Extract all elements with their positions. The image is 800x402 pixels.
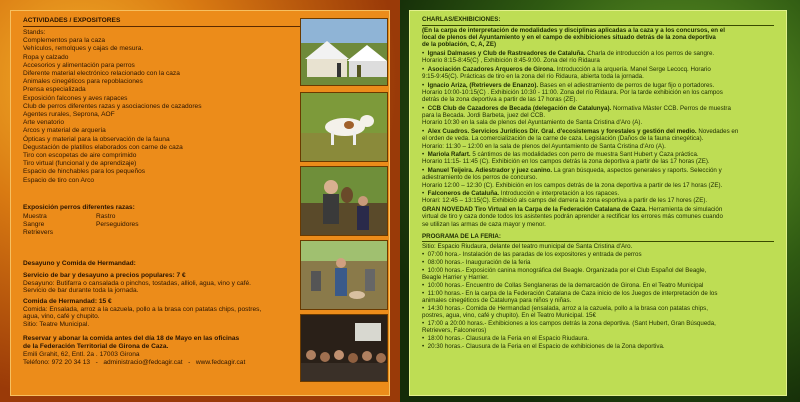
bullet-icon: •	[422, 50, 425, 58]
talk-speaker: Ignasi Dalmases y Club de Rastreadores de Cataluña.	[427, 50, 586, 58]
talk-detail-line: el orden de veda. La comercialización de la carne de caza. Legislación (Daños de la fauna cinegética).	[422, 135, 704, 143]
exhibitor-item: Arcos y material de arquería	[23, 127, 106, 135]
talk-topic: Charla de introducción a los perros de sangre.	[585, 50, 715, 58]
talk-speaker: Mariola Rafart.	[427, 151, 471, 159]
stands-label: Stands:	[23, 29, 46, 36]
bullet-icon: •	[422, 128, 425, 136]
program-item	[422, 282, 703, 289]
novelty-detail-line: se utilizan las armas de caza mayor y menor.	[422, 220, 546, 228]
exhibitor-item: Tiro virtual (funcional y de aprendizaje)	[23, 160, 137, 168]
program-item-text: Beagle Harrier y Harrier.	[422, 273, 489, 281]
talk-item	[422, 151, 699, 158]
office-address: Emili Grahit, 62, Entl. 2a . 17003 Girona	[23, 351, 140, 358]
exhibitor-item: Prensa especializada	[23, 86, 86, 94]
activities-title-divider	[23, 26, 303, 27]
exhibitor-item: Ropa y calzado	[23, 53, 69, 61]
talk-topic: La gran búsqueda, aspectos generales y raports. Selección y	[552, 167, 722, 175]
novelty-detail-line: virtual de tiro y caza donde todos los asistentes podrán aprender a rectificar los errores más comunes cuando	[422, 213, 723, 221]
talks-title: CHARLAS/EXHIBICIONES:	[422, 16, 501, 23]
exhibitor-item: Arte venatorio	[23, 119, 65, 127]
bullet-icon: •	[422, 151, 425, 159]
exhibitor-item: Animales cinegéticos para repoblaciones	[23, 78, 143, 86]
breakfast-line: Servicio de bar durante toda la jornada.	[23, 287, 139, 295]
bullet-icon: •	[422, 320, 425, 328]
breakfast-title: Servicio de bar y desayuno a precios populares: 7 €	[23, 272, 186, 279]
talk-speaker: Alex Cuadros. Servicios Jurídicos Dir. Gral. d'ecosistemas y forestales y gestión del medio.	[427, 128, 697, 136]
talk-speaker: Manuel Teijeira. Adiestrador y juez canino.	[427, 167, 553, 175]
food-title: Desayuno y Comida de Hermandad:	[23, 260, 136, 267]
website-link[interactable]: www.fedcagir.cat	[195, 359, 246, 366]
bullet-icon: •	[422, 266, 425, 274]
talk-detail-line: 9:15-9:45(C). Prácticas de tiro en la zona del río Ridaura, abierta toda la jornada.	[422, 73, 644, 81]
virtual-shooting-novelty	[422, 206, 722, 213]
talk-topic: Normativa Màster CCB. Perros de muestra	[611, 105, 731, 112]
program-item-text: animales cinegéticos de Catalunya para niños y niñas.	[422, 297, 572, 304]
program-item	[422, 305, 708, 312]
contact-line	[23, 359, 245, 367]
talk-detail-line: Horari: 12:45 – 13:15(C). Exhibició als camps del darrera la zona esportiva a partir de les 17 hores (ZE).	[422, 197, 708, 205]
talk-item	[422, 128, 738, 135]
bullet-icon: •	[422, 250, 425, 258]
breed-item: Perseguidores	[96, 220, 139, 228]
program-item-text: 07:00 hora.- Instalación de las paradas de los expositores y entrada de perros	[427, 250, 642, 258]
talk-item	[422, 50, 714, 57]
lunch-line: agua, vino, café y chupito.	[23, 313, 100, 321]
exhibitor-item: Club de perros diferentes razas y asociaciones de cazadores	[23, 102, 202, 110]
program-item	[422, 343, 665, 350]
program-item	[422, 259, 530, 266]
talk-detail-line: Horario: 11:30 – 12:00 en la sala de plenos del Ayuntamiento de Santa Cristina d'Aro (A).	[422, 142, 666, 150]
program-item-text: 11:00 horas.- En la carpa de la Federación Catalana de Caza inicio de los Juegos de interpretación de los	[427, 289, 718, 297]
lunch-line: Sitio: Teatre Municipal.	[23, 320, 90, 328]
bullet-icon: •	[422, 167, 425, 175]
exhibitor-item: Accesorios y alimentación para perros	[23, 61, 135, 69]
talk-detail-line: Horario 10:30 en la sala de plenos del Ayuntamiento de Santa Cristina d'Aro (A).	[422, 119, 643, 127]
talk-speaker: CCB Club de Cazadores de Becada (delegación de Catalunya).	[427, 105, 612, 112]
program-item	[422, 327, 486, 334]
program-item-text: Retrievers, Falconeros)	[422, 327, 487, 335]
lunch-line: Comida: Ensalada, arroz a la cazuela, pollo a la brasa con patatas chips, postres,	[23, 305, 262, 313]
photo-dog	[300, 92, 388, 162]
program-item-text: 10:00 horas.- Exposición canina monográfica del Beagle. Organizada por el Club Español del Beagle,	[427, 266, 707, 274]
exhibitor-item: Vehículos, remolques y cajas de mesura.	[23, 45, 144, 53]
program-item-text: 20:30 horas.- Clausura de la Feria en el Espacio de exhibiciones de la Zona deportiva.	[427, 343, 665, 351]
talks-intro-line: (En la carpa de interpretación de modalidades y disciplinas aplicadas a la caza y a los concursos, en el	[422, 27, 725, 34]
talk-detail-line: Horario 11:15- 11:45 (C). Exhibición en los campos detrás la zona deportiva a partir de las 17 horas (ZE).	[422, 158, 710, 166]
talk-detail-line: para la Becada. Jordi Barbeta, juez del CCB.	[422, 112, 546, 120]
photo-exhibition	[300, 240, 388, 310]
program-place: Sitio: Espacio Riudaura, delante del teatro municipal de Santa Cristina d'Aro.	[422, 243, 633, 251]
talk-detail-line: detrás de la zona deportiva a partir de las 17 horas (ZE).	[422, 96, 578, 104]
bullet-icon: •	[422, 258, 425, 266]
program-item	[422, 290, 717, 297]
talk-topic: Novedades en	[696, 128, 739, 136]
talk-item	[422, 190, 619, 197]
talk-item	[422, 167, 722, 174]
talk-speaker: Falconeros de Cataluña.	[427, 190, 500, 198]
program-item	[422, 274, 489, 281]
bullet-icon: •	[422, 66, 425, 73]
exhibitor-item: Agentes rurales, Seprona, AOF	[23, 111, 115, 118]
talk-topic: Introducción e interpretación a los rapaces.	[499, 190, 620, 198]
bullet-icon: •	[422, 335, 425, 343]
bullet-icon: •	[422, 343, 425, 351]
bullet-icon: •	[422, 289, 425, 297]
talks-panel	[409, 10, 787, 396]
exhibitor-item: Complementos para la caza	[23, 37, 106, 45]
exhibitor-item: Tiro con escopetas de aire comprimido	[23, 152, 137, 159]
program-item-text: 08:00 horas.- Inauguración de la feria	[427, 258, 531, 266]
photo-stands	[300, 18, 388, 86]
talk-item	[422, 105, 731, 112]
program-item-text: 18:00 horas.- Clausura de la Feria en el Espacio Riudaura.	[427, 335, 589, 343]
lunch-title: Comida de Hermandad: 15 €	[23, 298, 112, 305]
exhibitor-item: Espacio de tiro con Arco	[23, 176, 95, 184]
talk-item	[422, 66, 711, 73]
program-item	[422, 251, 642, 258]
talk-topic: Introducción a la arquería. Manel Serge Lecocq. Horario	[554, 66, 711, 73]
reserve-line: Reservar y abonar la comida antes del día 18 de Mayo en las oficinas	[23, 335, 240, 342]
program-item	[422, 267, 706, 274]
talk-detail-line: adiestramiento de los perros de concurso.	[422, 174, 538, 182]
program-item	[422, 297, 571, 304]
novelty-title: GRAN NOVEDAD Tiro Virtual en la Carpa de la Federación Catalana de Caza.	[422, 206, 647, 214]
bullet-icon: •	[422, 105, 425, 112]
talk-detail-line: Horario 8:15-8:45(C) , Exhibición 8:45-9:00. Zona del río Ridaura	[422, 57, 600, 65]
breeds-title: Exposición perros diferentes razas:	[23, 204, 135, 211]
email-link[interactable]: administracio@fedcagir.cat	[103, 359, 183, 366]
talks-intro-line: de la población, C, A, ZE)	[422, 41, 497, 49]
exhibitor-item: Exposición falcones y aves rapaces	[23, 94, 128, 102]
program-title-divider	[422, 241, 774, 242]
exhibitor-item: Espacio de hinchables para los pequeños	[23, 168, 146, 176]
talks-title-divider	[422, 25, 774, 26]
photo-audience	[300, 314, 388, 382]
photo-falconer	[300, 166, 388, 236]
exhibitor-item: Ópticas y material para la observación de la fauna	[23, 135, 170, 143]
novelty-text: Herramienta de simulación	[647, 206, 723, 214]
breakfast-line: Desayuno: Butifarra o cansalada o pinchos, tostadas, allioli, agua, vino y café.	[23, 279, 251, 287]
bullet-icon: •	[422, 190, 425, 198]
talks-intro-line: local de plenos del Ayuntamiento y en el campo de exhibiciones situado detrás de la zona deportiva	[422, 34, 716, 42]
talk-detail-line: Horario 12:00 – 12:30 (C). Exhibición en los campos detrás de la zona deportiva a partir de les 17 horas (ZE).	[422, 181, 723, 189]
talk-item	[422, 82, 714, 89]
activities-title: ACTIVIDADES / EXPOSITORES	[23, 17, 121, 24]
breed-item: Retrievers	[23, 228, 54, 236]
reserve-line: de la Federación Territorial de Girona de Caza.	[23, 342, 169, 350]
bullet-icon: •	[422, 305, 425, 312]
contact-separator: -	[95, 359, 98, 366]
contact-separator: -	[188, 359, 191, 366]
bullet-icon: •	[422, 281, 425, 289]
program-item-text: 10:00 horas.- Encuentro de Collas Senglaneras de la demarcación de Girona. En el Teatro Municipal	[427, 281, 704, 289]
exhibitor-item: Degustación de platillos elaborados con carne de caza	[23, 143, 183, 151]
talk-detail-line: Horario 10:00-10:15(C) . Exhibición 10:30 - 11:00. Zona del río Ridaura. Por la tarde exhibición en los campos	[422, 89, 723, 97]
talk-topic: Bases en el adiestramiento de perros de lugar fijo o portadores.	[538, 81, 715, 89]
talk-topic: 5 cántimos de las modalidades con perro de muestra Sant Hubert y Caza práctica.	[470, 151, 699, 159]
program-item	[422, 335, 589, 342]
breed-item: Sangre	[23, 220, 45, 228]
bullet-icon: •	[422, 81, 425, 89]
phone-number: Teléfono: 972 20 34 13	[23, 359, 91, 366]
talk-speaker: Asociación Cazadores Arqueros de Girona.	[427, 66, 555, 73]
program-item	[422, 320, 716, 327]
breed-item: Muestra	[23, 213, 47, 220]
program-item-text: postres, agua, vino, café y chupito). En el Teatro Municipal. 15€	[422, 312, 596, 320]
talk-speaker: Ignacio Ariza, (Retrievers de Enanzo).	[427, 81, 539, 89]
breed-item: Rastro	[96, 213, 116, 220]
program-item	[422, 312, 596, 319]
exhibitor-item: Diferente material electrónico relacionado con la caza	[23, 70, 180, 77]
program-item-text: 17:00 a 20:00 horas.- Exhibiciones a los campos detrás la zona deportiva. (Sant Hubert, Gran Búsqueda,	[427, 320, 716, 328]
program-item-text: 14:30 horas.- Comida de Hermandad (ensalada, arroz a la cazuela, pollo a la brasa con patatas chips,	[427, 305, 708, 312]
program-title: PROGRAMA DE LA FERIA:	[422, 232, 501, 240]
